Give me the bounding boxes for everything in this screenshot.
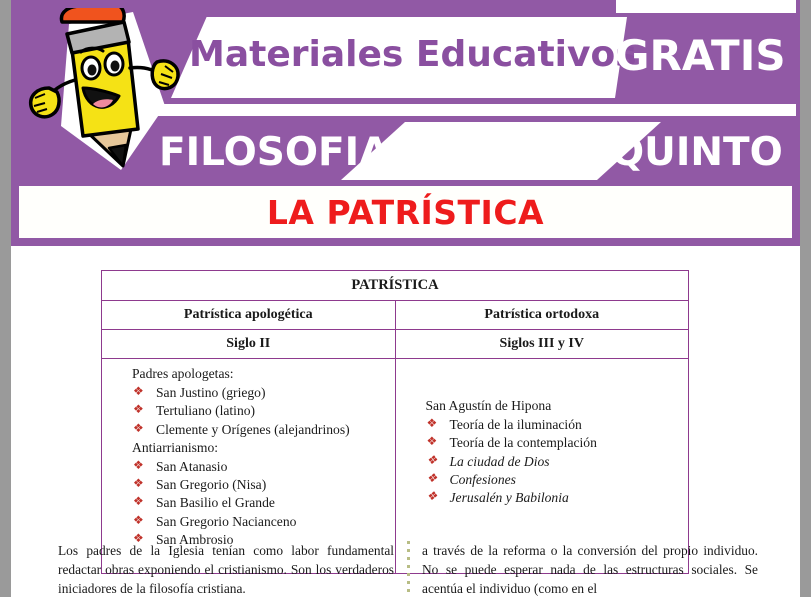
antiarrianismo-lead: Antiarrianismo: <box>132 439 219 455</box>
patristica-table <box>101 270 689 574</box>
bottom-right-paragraph: a través de la reforma o la conversión del propio individuo. No se puede esperar nada de las estructuras sociales. Se acentúa el individuo (como en el <box>422 543 758 597</box>
table-period-siglo-ii: Siglo II <box>102 330 396 359</box>
list-item: ❖ Confesiones <box>426 471 683 489</box>
agustin-list <box>426 416 683 507</box>
bottom-text-columns <box>58 541 758 598</box>
table-row-column-headers <box>102 301 689 330</box>
free-label: GRATIS <box>615 31 786 80</box>
list-item: ❖ San Basilio el Grande <box>132 494 389 512</box>
list-item: ❖ La ciudad de Dios <box>426 453 683 471</box>
apologetas-list <box>132 384 389 439</box>
page-content <box>11 246 800 597</box>
page-edge-left <box>0 0 11 597</box>
header-top-rule <box>616 0 796 13</box>
bottom-left-column <box>58 541 394 598</box>
header-middle-rule <box>141 104 796 116</box>
table-period-siglos-iii-iv: Siglos III y IV <box>395 330 689 359</box>
page-edge-right <box>800 0 811 597</box>
list-item: ❖ San Gregorio (Nisa) <box>132 476 389 494</box>
list-item: ❖ San Ambrosio <box>132 531 389 549</box>
page-header <box>11 0 800 180</box>
table-row-main-header <box>102 271 689 301</box>
antiarrianismo-list <box>132 458 389 549</box>
list-item: ❖ San Gregorio Nacianceno <box>132 513 389 531</box>
list-item: ❖ Jerusalén y Babilonia <box>426 489 683 507</box>
page-title: LA PATRÍSTICA <box>266 192 545 232</box>
table-header-apologetica: Patrística apologética <box>102 301 396 330</box>
title-bar <box>11 180 800 246</box>
list-item: ❖ Teoría de la contemplación <box>426 434 683 452</box>
pencil-mascot-icon <box>25 8 193 176</box>
list-item: ❖ San Justino (griego) <box>132 384 389 402</box>
column-divider <box>394 541 422 598</box>
list-item: ❖ San Atanasio <box>132 458 389 476</box>
list-item: ❖ Clemente y Orígenes (alejandrinos) <box>132 421 389 439</box>
bottom-left-paragraph: Los padres de la Iglesia tenían como labor fundamental redactar obras exponiendo el cristianismo. Son los verdaderos iniciadores de la filosofía cristiana. <box>58 543 394 597</box>
list-item: ❖ Tertuliano (latino) <box>132 402 389 420</box>
subject-label: FILOSOFIA <box>159 130 390 175</box>
brand-banner-label: Materiales Educativos <box>189 34 637 75</box>
list-item: ❖ Teoría de la iluminación <box>426 416 683 434</box>
agustin-lead: San Agustín de Hipona <box>425 398 552 413</box>
grade-label: QUINTO <box>611 130 783 175</box>
table-row-periods <box>102 330 689 359</box>
title-bar-inner <box>19 186 792 238</box>
table-header-ortodoxa: Patrística ortodoxa <box>395 301 689 330</box>
bottom-right-column <box>422 541 758 598</box>
dotted-divider-line <box>407 541 410 597</box>
table-main-header-cell: PATRÍSTICA <box>102 271 689 301</box>
apologetas-lead: Padres apologetas: <box>132 366 234 381</box>
